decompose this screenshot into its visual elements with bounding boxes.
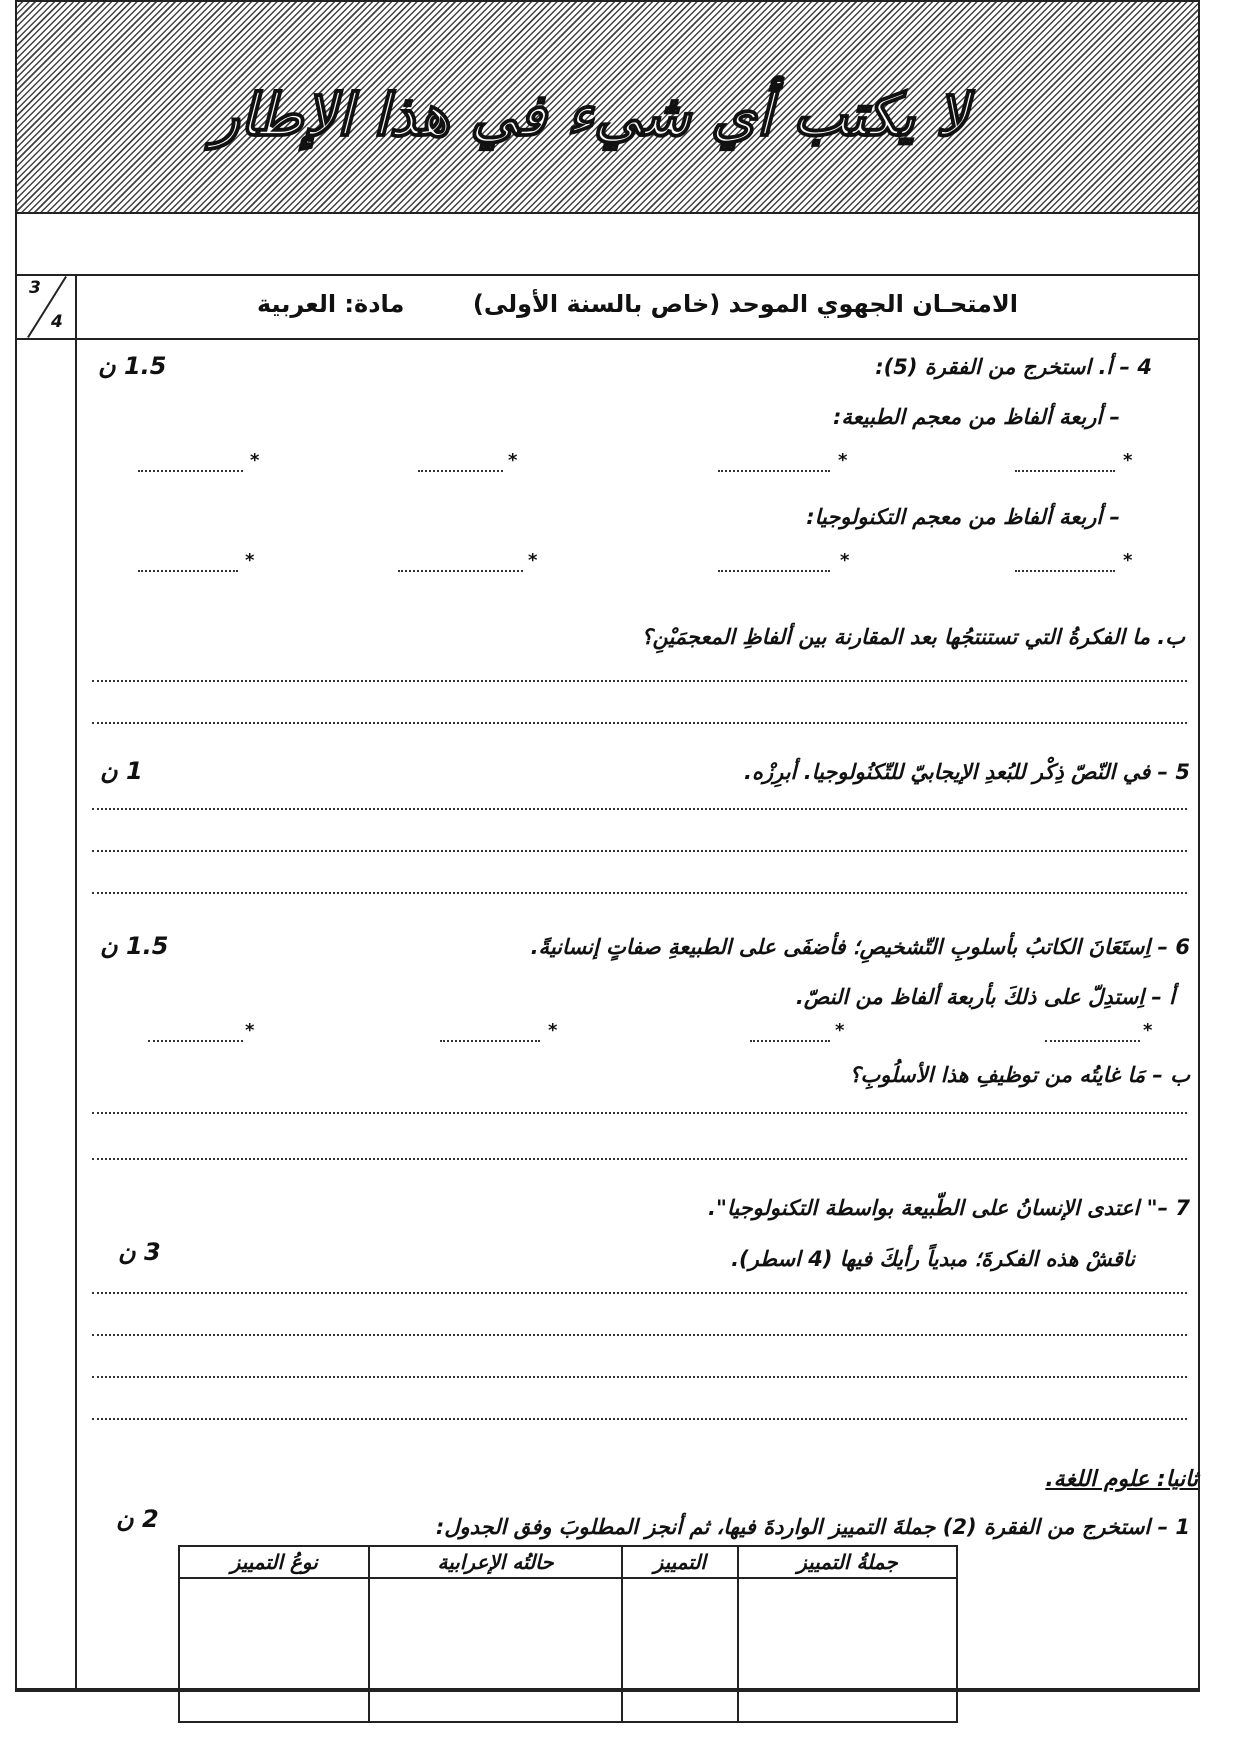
table-header-cell: حالتُه الإعرابية [369, 1546, 621, 1578]
q5-answer-line-2[interactable] [92, 850, 1187, 852]
q6-bullet-1: * [1143, 1020, 1153, 1041]
q6-label: 6 – اِستَعَانَ الكاتبُ بأسلوبِ التّشخيصِ؛ فأضفَى على الطبيعةِ صفاتٍ إنسانيةً. [530, 935, 1190, 959]
table-answer-cell[interactable] [622, 1578, 738, 1722]
nature-answer-1[interactable] [1015, 470, 1115, 472]
page-number: 3 [29, 278, 41, 298]
q7-answer-line-3[interactable] [92, 1376, 1187, 1378]
exam-subject: مادة: العربية [257, 290, 405, 318]
tech-answer-1[interactable] [1015, 570, 1115, 572]
tamyiz-table [178, 1545, 958, 1723]
table-header-cell: نوعُ التمييز [179, 1546, 369, 1578]
tech-answer-4[interactable] [138, 570, 238, 572]
q4-a-label: 4 – أ. استخرج من الفقرة (5): [875, 355, 1152, 379]
q4-b-answer-line-1[interactable] [92, 680, 1187, 682]
nature-answer-4[interactable] [138, 470, 243, 472]
q6-answer-4[interactable] [148, 1040, 243, 1042]
tech-bullet-4: * [245, 550, 255, 571]
q4-points: 1.5 ن [98, 352, 167, 380]
no-write-banner: لا يكتب أي شيء في هذا الإطار [211, 81, 969, 149]
table-header-cell: التمييز [622, 1546, 738, 1578]
margin-line [75, 338, 77, 1690]
section2-title: ثانيا: علوم اللغة. [1045, 1467, 1198, 1492]
section2-points: 2 ن [116, 1505, 159, 1533]
q7-answer-line-4[interactable] [92, 1418, 1187, 1420]
q5-answer-line-3[interactable] [92, 892, 1187, 894]
table-answer-cell[interactable] [369, 1578, 621, 1722]
q4-b-answer-line-2[interactable] [92, 722, 1187, 724]
q5-points: 1 ن [100, 757, 143, 785]
q6-points: 1.5 ن [100, 932, 169, 960]
q4-nature-label: – أربعة ألفاظ من معجم الطبيعة: [832, 405, 1120, 429]
q7-points: 3 ن [118, 1238, 161, 1266]
q6-bullet-3: * [548, 1020, 558, 1041]
q4-b-label: ب. ما الفكرةُ التي تستنتجُها بعد المقارنة بين ألفاظِ المعجمَيْنِ؟ [641, 625, 1185, 649]
tech-bullet-1: * [1123, 550, 1133, 571]
blank-strip [17, 212, 1198, 276]
tech-answer-2[interactable] [718, 570, 830, 572]
nature-bullet-3: * [508, 450, 518, 471]
q5-answer-line-1[interactable] [92, 808, 1187, 810]
q6-answer-2[interactable] [750, 1040, 830, 1042]
table-answer-cell[interactable] [179, 1578, 369, 1722]
exam-title: الامتحـان الجهوي الموحد (خاص بالسنة الأولى) [472, 290, 1018, 318]
section2-q1-label: 1 – استخرج من الفقرة (2) جملةَ التمييز الواردةَ فيها، ثم أنجز المطلوبَ وفق الجدول: [435, 1515, 1190, 1539]
table-header-cell: جملةُ التمييز [738, 1546, 957, 1578]
tech-bullet-2: * [840, 550, 850, 571]
tech-bullet-3: * [528, 550, 538, 571]
nature-bullet-4: * [250, 450, 260, 471]
q6-bullet-4: * [245, 1020, 255, 1041]
bottom-border [15, 1690, 1200, 1692]
q6-b-answer-line-2[interactable] [92, 1158, 1187, 1160]
q7-label: 7 –" اعتدى الإنسانُ على الطّبيعة بواسطة التكنولوجيا". [708, 1196, 1190, 1220]
table-row [179, 1578, 957, 1722]
exam-header-row [17, 276, 1198, 340]
q6-bullet-2: * [835, 1020, 845, 1041]
q4-tech-label: – أربعة ألفاظ من معجم التكنولوجيا: [806, 505, 1120, 529]
q7-sub-label: ناقشْ هذه الفكرةَ؛ مبدياً رأيكَ فيها (4 اسطر). [731, 1247, 1135, 1271]
nature-bullet-1: * [1123, 450, 1133, 471]
nature-answer-3[interactable] [418, 470, 503, 472]
q6-answer-1[interactable] [1045, 1040, 1140, 1042]
q6-b-answer-line-1[interactable] [92, 1112, 1187, 1114]
table-header-row [179, 1546, 957, 1578]
q6-answer-3[interactable] [440, 1040, 540, 1042]
page-total: 4 [51, 312, 63, 332]
tech-answer-3[interactable] [398, 570, 523, 572]
q7-answer-line-1[interactable] [92, 1292, 1187, 1294]
nature-bullet-2: * [838, 450, 848, 471]
q5-label: 5 – في النّصّ ذِكْر للبُعدِ الإيجابيّ للتّكنُولوجيا. أبرِزْه. [744, 760, 1190, 784]
table-answer-cell[interactable] [738, 1578, 957, 1722]
q6-a-label: أ – اِستدِلّ على ذلكَ بأربعة ألفاظ من النصّ. [795, 985, 1175, 1009]
q6-b-label: ب – مَا غايتُه من توظيفِ هذا الأسلُوبِ؟ [849, 1063, 1190, 1087]
q7-answer-line-2[interactable] [92, 1334, 1187, 1336]
page-number-cell [17, 276, 77, 338]
nature-answer-2[interactable] [718, 470, 830, 472]
